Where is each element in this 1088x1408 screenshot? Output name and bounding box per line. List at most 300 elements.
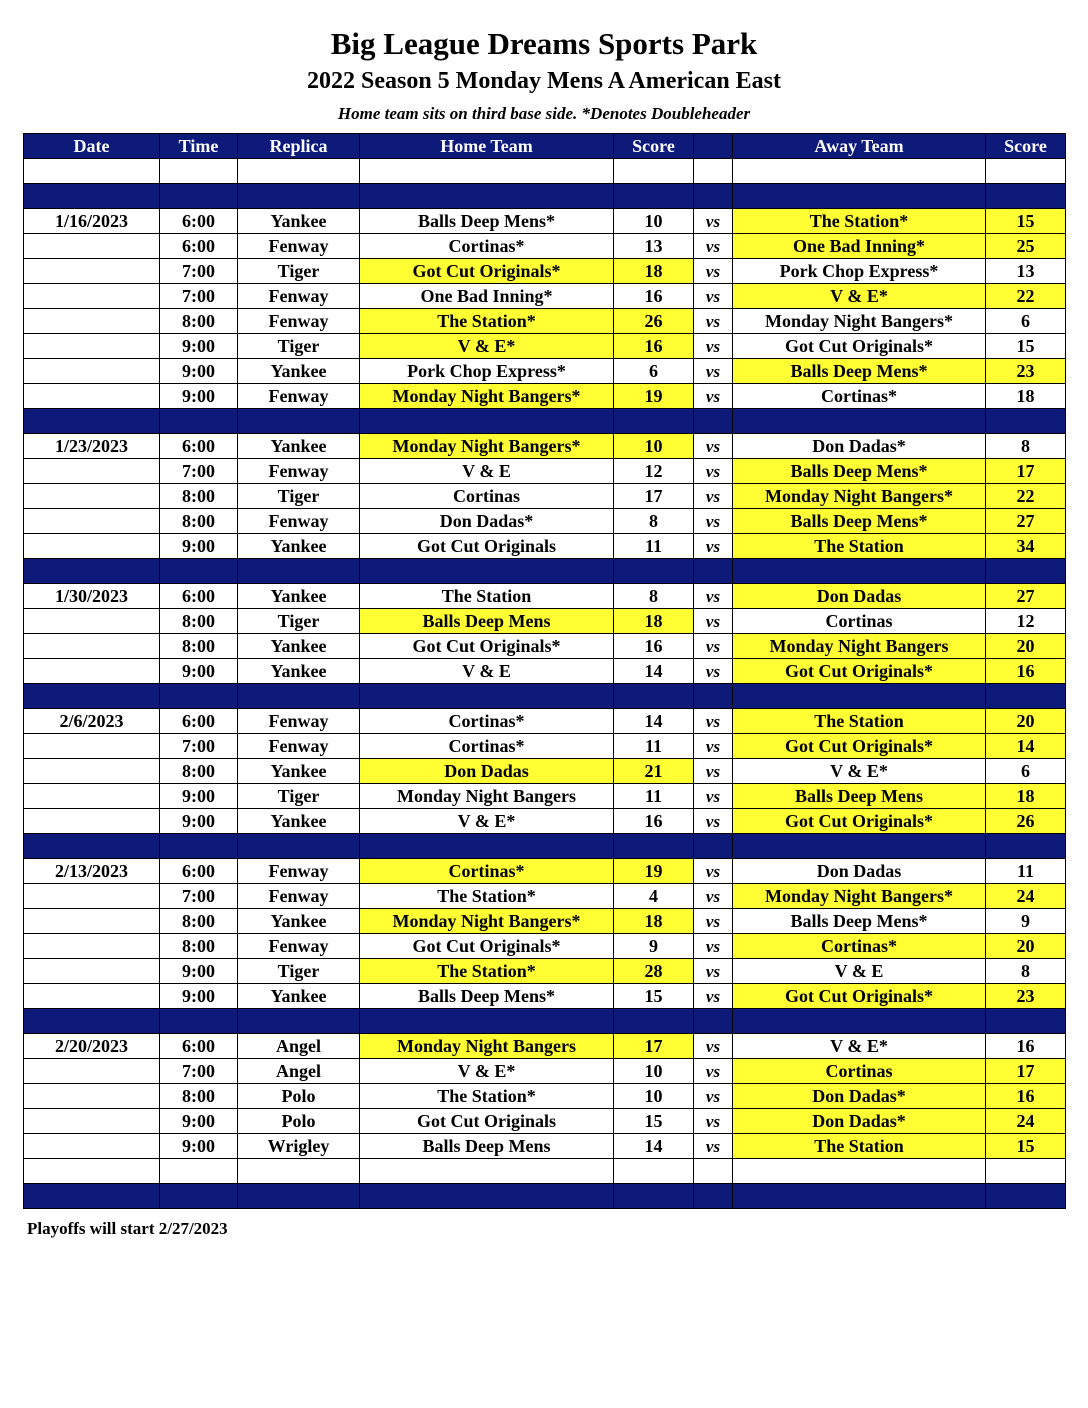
date-cell: 2/13/2023 — [24, 859, 160, 884]
vs-cell: vs — [694, 1134, 733, 1159]
vs-cell: vs — [694, 434, 733, 459]
date-cell — [24, 759, 160, 784]
home-score-cell: 11 — [614, 734, 694, 759]
away-score-cell: 17 — [986, 1059, 1066, 1084]
time-cell: 6:00 — [160, 209, 238, 234]
home-score-cell: 14 — [614, 659, 694, 684]
empty-cell — [360, 1159, 614, 1184]
away-score-cell: 26 — [986, 809, 1066, 834]
away-score-cell: 15 — [986, 209, 1066, 234]
vs-cell: vs — [694, 509, 733, 534]
replica-cell: Tiger — [238, 259, 360, 284]
empty-cell — [160, 1159, 238, 1184]
away-team-cell: Monday Night Bangers* — [733, 309, 986, 334]
empty-cell — [694, 684, 733, 709]
empty-cell — [238, 684, 360, 709]
game-row — [24, 534, 1066, 559]
separator-row — [24, 1184, 1066, 1209]
time-cell: 9:00 — [160, 359, 238, 384]
replica-cell: Fenway — [238, 284, 360, 309]
empty-cell — [614, 159, 694, 184]
away-team-cell: The Station — [733, 534, 986, 559]
away-score-cell: 14 — [986, 734, 1066, 759]
empty-cell — [24, 409, 160, 434]
empty-cell — [614, 1159, 694, 1184]
home-score-cell: 6 — [614, 359, 694, 384]
time-cell: 6:00 — [160, 1034, 238, 1059]
replica-cell: Yankee — [238, 359, 360, 384]
separator-row — [24, 184, 1066, 209]
home-team-cell: Cortinas* — [360, 734, 614, 759]
game-row — [24, 459, 1066, 484]
blank-row — [24, 1159, 1066, 1184]
home-team-cell: Cortinas — [360, 484, 614, 509]
game-row — [24, 1084, 1066, 1109]
col-header-away-score: Score — [986, 134, 1066, 159]
time-cell: 6:00 — [160, 234, 238, 259]
replica-cell: Fenway — [238, 709, 360, 734]
home-score-cell: 17 — [614, 484, 694, 509]
home-team-cell: Got Cut Originals — [360, 1109, 614, 1134]
empty-cell — [614, 184, 694, 209]
date-cell — [24, 734, 160, 759]
date-cell — [24, 334, 160, 359]
game-row — [24, 1059, 1066, 1084]
home-team-cell: Got Cut Originals* — [360, 259, 614, 284]
vs-cell: vs — [694, 209, 733, 234]
date-cell — [24, 1109, 160, 1134]
home-team-cell: Got Cut Originals — [360, 534, 614, 559]
away-team-cell: Got Cut Originals* — [733, 659, 986, 684]
empty-cell — [160, 1009, 238, 1034]
replica-cell: Tiger — [238, 334, 360, 359]
empty-cell — [614, 834, 694, 859]
date-cell — [24, 1134, 160, 1159]
game-row — [24, 334, 1066, 359]
empty-cell — [24, 184, 160, 209]
date-cell — [24, 259, 160, 284]
away-team-cell: V & E* — [733, 1034, 986, 1059]
home-team-cell: V & E* — [360, 809, 614, 834]
away-score-cell: 15 — [986, 334, 1066, 359]
time-cell: 7:00 — [160, 259, 238, 284]
replica-cell: Yankee — [238, 584, 360, 609]
time-cell: 9:00 — [160, 959, 238, 984]
replica-cell: Yankee — [238, 909, 360, 934]
home-team-cell: Balls Deep Mens* — [360, 209, 614, 234]
time-cell: 9:00 — [160, 534, 238, 559]
replica-cell: Fenway — [238, 459, 360, 484]
home-score-cell: 10 — [614, 1059, 694, 1084]
replica-cell: Yankee — [238, 759, 360, 784]
vs-cell: vs — [694, 734, 733, 759]
col-header-date: Date — [24, 134, 160, 159]
game-row — [24, 984, 1066, 1009]
home-team-cell: Don Dadas — [360, 759, 614, 784]
replica-cell: Yankee — [238, 534, 360, 559]
game-row — [24, 259, 1066, 284]
time-cell: 8:00 — [160, 484, 238, 509]
empty-cell — [24, 159, 160, 184]
time-cell: 9:00 — [160, 784, 238, 809]
home-score-cell: 8 — [614, 584, 694, 609]
replica-cell: Tiger — [238, 784, 360, 809]
away-score-cell: 13 — [986, 259, 1066, 284]
away-team-cell: Balls Deep Mens* — [733, 909, 986, 934]
date-cell — [24, 509, 160, 534]
empty-cell — [360, 559, 614, 584]
replica-cell: Tiger — [238, 484, 360, 509]
empty-cell — [733, 1009, 986, 1034]
date-cell — [24, 534, 160, 559]
home-score-cell: 19 — [614, 859, 694, 884]
empty-cell — [24, 1184, 160, 1209]
date-cell — [24, 909, 160, 934]
game-row — [24, 884, 1066, 909]
away-score-cell: 9 — [986, 909, 1066, 934]
game-row — [24, 1109, 1066, 1134]
empty-cell — [360, 159, 614, 184]
empty-cell — [733, 684, 986, 709]
game-row — [24, 434, 1066, 459]
vs-cell: vs — [694, 959, 733, 984]
vs-cell: vs — [694, 759, 733, 784]
away-team-cell: Monday Night Bangers — [733, 634, 986, 659]
home-team-cell: The Station* — [360, 884, 614, 909]
home-score-cell: 21 — [614, 759, 694, 784]
date-cell — [24, 934, 160, 959]
empty-cell — [360, 409, 614, 434]
empty-cell — [24, 1009, 160, 1034]
empty-cell — [24, 684, 160, 709]
replica-cell: Yankee — [238, 659, 360, 684]
away-team-cell: Don Dadas* — [733, 434, 986, 459]
vs-cell: vs — [694, 909, 733, 934]
away-score-cell: 20 — [986, 634, 1066, 659]
game-row — [24, 784, 1066, 809]
separator-row — [24, 559, 1066, 584]
date-cell — [24, 634, 160, 659]
date-cell — [24, 809, 160, 834]
away-score-cell: 6 — [986, 759, 1066, 784]
away-team-cell: Don Dadas — [733, 584, 986, 609]
game-row — [24, 709, 1066, 734]
away-score-cell: 15 — [986, 1134, 1066, 1159]
time-cell: 6:00 — [160, 584, 238, 609]
away-team-cell: Cortinas — [733, 1059, 986, 1084]
away-score-cell: 34 — [986, 534, 1066, 559]
vs-cell: vs — [694, 609, 733, 634]
empty-cell — [24, 559, 160, 584]
empty-cell — [238, 409, 360, 434]
empty-cell — [986, 159, 1066, 184]
time-cell: 9:00 — [160, 334, 238, 359]
empty-cell — [614, 1009, 694, 1034]
home-score-cell: 12 — [614, 459, 694, 484]
time-cell: 8:00 — [160, 609, 238, 634]
home-team-cell: The Station — [360, 584, 614, 609]
playoffs-note: Playoffs will start 2/27/2023 — [27, 1219, 228, 1238]
home-score-cell: 16 — [614, 634, 694, 659]
vs-cell: vs — [694, 1109, 733, 1134]
replica-cell: Angel — [238, 1059, 360, 1084]
home-team-cell: V & E — [360, 659, 614, 684]
empty-cell — [986, 559, 1066, 584]
vs-cell: vs — [694, 459, 733, 484]
schedule-note: Home team sits on third base side. *Denotes Doubleheader — [337, 104, 751, 123]
empty-cell — [360, 1009, 614, 1034]
time-cell: 8:00 — [160, 759, 238, 784]
date-cell — [24, 1059, 160, 1084]
empty-cell — [238, 1184, 360, 1209]
vs-cell: vs — [694, 859, 733, 884]
empty-cell — [238, 159, 360, 184]
home-team-cell: Monday Night Bangers* — [360, 384, 614, 409]
empty-cell — [986, 834, 1066, 859]
time-cell: 6:00 — [160, 709, 238, 734]
vs-cell: vs — [694, 484, 733, 509]
replica-cell: Fenway — [238, 234, 360, 259]
away-team-cell: Pork Chop Express* — [733, 259, 986, 284]
home-score-cell: 16 — [614, 809, 694, 834]
time-cell: 9:00 — [160, 1134, 238, 1159]
home-score-cell: 10 — [614, 434, 694, 459]
vs-cell: vs — [694, 709, 733, 734]
empty-cell — [694, 834, 733, 859]
game-row — [24, 609, 1066, 634]
vs-cell: vs — [694, 1059, 733, 1084]
game-row — [24, 1034, 1066, 1059]
page-subtitle: 2022 Season 5 Monday Mens A American East — [306, 68, 782, 94]
blank-row — [24, 159, 1066, 184]
time-cell: 9:00 — [160, 659, 238, 684]
away-team-cell: Got Cut Originals* — [733, 984, 986, 1009]
vs-cell: vs — [694, 784, 733, 809]
away-score-cell: 20 — [986, 934, 1066, 959]
empty-cell — [614, 559, 694, 584]
vs-cell: vs — [694, 334, 733, 359]
replica-cell: Yankee — [238, 984, 360, 1009]
away-team-cell: Cortinas* — [733, 384, 986, 409]
empty-cell — [238, 1009, 360, 1034]
vs-cell: vs — [694, 534, 733, 559]
away-score-cell: 23 — [986, 359, 1066, 384]
vs-cell: vs — [694, 1034, 733, 1059]
away-score-cell: 18 — [986, 784, 1066, 809]
replica-cell: Fenway — [238, 734, 360, 759]
time-cell: 9:00 — [160, 384, 238, 409]
home-team-cell: Got Cut Originals* — [360, 634, 614, 659]
replica-cell: Yankee — [238, 809, 360, 834]
empty-cell — [694, 1184, 733, 1209]
empty-cell — [986, 684, 1066, 709]
game-row — [24, 234, 1066, 259]
away-score-cell: 8 — [986, 959, 1066, 984]
empty-cell — [238, 559, 360, 584]
time-cell: 8:00 — [160, 634, 238, 659]
replica-cell: Yankee — [238, 434, 360, 459]
time-cell: 8:00 — [160, 909, 238, 934]
home-team-cell: Balls Deep Mens — [360, 1134, 614, 1159]
home-score-cell: 15 — [614, 984, 694, 1009]
away-team-cell: V & E* — [733, 284, 986, 309]
replica-cell: Angel — [238, 1034, 360, 1059]
home-team-cell: One Bad Inning* — [360, 284, 614, 309]
replica-cell: Fenway — [238, 309, 360, 334]
empty-cell — [360, 1184, 614, 1209]
date-cell — [24, 784, 160, 809]
away-team-cell: The Station* — [733, 209, 986, 234]
empty-cell — [24, 1159, 160, 1184]
away-score-cell: 22 — [986, 484, 1066, 509]
away-team-cell: Balls Deep Mens — [733, 784, 986, 809]
home-team-cell: Don Dadas* — [360, 509, 614, 534]
date-cell — [24, 609, 160, 634]
replica-cell: Fenway — [238, 384, 360, 409]
time-cell: 9:00 — [160, 809, 238, 834]
date-cell — [24, 1084, 160, 1109]
away-team-cell: Balls Deep Mens* — [733, 359, 986, 384]
away-score-cell: 11 — [986, 859, 1066, 884]
col-header-home-team: Home Team — [360, 134, 614, 159]
vs-cell: vs — [694, 359, 733, 384]
home-team-cell: V & E* — [360, 1059, 614, 1084]
away-score-cell: 22 — [986, 284, 1066, 309]
away-score-cell: 27 — [986, 509, 1066, 534]
empty-cell — [986, 184, 1066, 209]
empty-cell — [733, 559, 986, 584]
date-cell: 1/23/2023 — [24, 434, 160, 459]
home-team-cell: Monday Night Bangers — [360, 1034, 614, 1059]
away-score-cell: 18 — [986, 384, 1066, 409]
empty-cell — [238, 1159, 360, 1184]
away-team-cell: Balls Deep Mens* — [733, 509, 986, 534]
away-team-cell: Don Dadas — [733, 859, 986, 884]
empty-cell — [733, 184, 986, 209]
time-cell: 8:00 — [160, 509, 238, 534]
page-title: Big League Dreams Sports Park — [330, 26, 758, 61]
time-cell: 8:00 — [160, 1084, 238, 1109]
time-cell: 6:00 — [160, 434, 238, 459]
game-row — [24, 859, 1066, 884]
vs-cell: vs — [694, 884, 733, 909]
away-score-cell: 24 — [986, 884, 1066, 909]
replica-cell: Wrigley — [238, 1134, 360, 1159]
away-team-cell: Balls Deep Mens* — [733, 459, 986, 484]
empty-cell — [694, 409, 733, 434]
home-team-cell: Cortinas* — [360, 234, 614, 259]
home-team-cell: Monday Night Bangers* — [360, 909, 614, 934]
date-cell — [24, 384, 160, 409]
date-cell — [24, 484, 160, 509]
away-team-cell: Don Dadas* — [733, 1109, 986, 1134]
time-cell: 6:00 — [160, 859, 238, 884]
away-team-cell: Got Cut Originals* — [733, 734, 986, 759]
home-score-cell: 13 — [614, 234, 694, 259]
col-header-time: Time — [160, 134, 238, 159]
home-team-cell: Cortinas* — [360, 709, 614, 734]
vs-cell: vs — [694, 934, 733, 959]
home-score-cell: 14 — [614, 709, 694, 734]
separator-row — [24, 1009, 1066, 1034]
empty-cell — [160, 684, 238, 709]
game-row — [24, 634, 1066, 659]
date-cell — [24, 284, 160, 309]
vs-cell: vs — [694, 234, 733, 259]
home-score-cell: 15 — [614, 1109, 694, 1134]
date-cell — [24, 984, 160, 1009]
replica-cell: Fenway — [238, 934, 360, 959]
game-row — [24, 909, 1066, 934]
vs-cell: vs — [694, 984, 733, 1009]
away-team-cell: V & E — [733, 959, 986, 984]
game-row — [24, 809, 1066, 834]
vs-cell: vs — [694, 659, 733, 684]
vs-cell: vs — [694, 809, 733, 834]
game-row — [24, 934, 1066, 959]
home-score-cell: 10 — [614, 1084, 694, 1109]
away-team-cell: The Station — [733, 1134, 986, 1159]
empty-cell — [614, 684, 694, 709]
col-header-vs — [694, 134, 733, 159]
home-score-cell: 11 — [614, 784, 694, 809]
home-score-cell: 11 — [614, 534, 694, 559]
time-cell: 8:00 — [160, 934, 238, 959]
empty-cell — [360, 684, 614, 709]
empty-cell — [360, 834, 614, 859]
game-row — [24, 584, 1066, 609]
away-team-cell: Cortinas* — [733, 934, 986, 959]
home-score-cell: 8 — [614, 509, 694, 534]
date-cell: 1/30/2023 — [24, 584, 160, 609]
vs-cell: vs — [694, 309, 733, 334]
home-team-cell: The Station* — [360, 309, 614, 334]
home-team-cell: Cortinas* — [360, 859, 614, 884]
away-score-cell: 27 — [986, 584, 1066, 609]
empty-cell — [160, 159, 238, 184]
away-score-cell: 16 — [986, 1034, 1066, 1059]
home-team-cell: Pork Chop Express* — [360, 359, 614, 384]
home-score-cell: 28 — [614, 959, 694, 984]
date-cell — [24, 459, 160, 484]
col-header-home-score: Score — [614, 134, 694, 159]
empty-cell — [733, 834, 986, 859]
time-cell: 7:00 — [160, 734, 238, 759]
empty-cell — [238, 834, 360, 859]
home-team-cell: V & E* — [360, 334, 614, 359]
col-header-replica: Replica — [238, 134, 360, 159]
game-row — [24, 384, 1066, 409]
vs-cell: vs — [694, 584, 733, 609]
empty-cell — [986, 1159, 1066, 1184]
date-cell — [24, 309, 160, 334]
away-team-cell: Don Dadas* — [733, 1084, 986, 1109]
home-score-cell: 18 — [614, 909, 694, 934]
game-row — [24, 484, 1066, 509]
home-team-cell: Monday Night Bangers* — [360, 434, 614, 459]
empty-cell — [24, 834, 160, 859]
empty-cell — [160, 409, 238, 434]
away-team-cell: Cortinas — [733, 609, 986, 634]
time-cell: 9:00 — [160, 984, 238, 1009]
empty-cell — [986, 1009, 1066, 1034]
home-score-cell: 4 — [614, 884, 694, 909]
schedule-table — [23, 133, 1066, 1209]
empty-cell — [694, 159, 733, 184]
date-cell — [24, 884, 160, 909]
home-score-cell: 17 — [614, 1034, 694, 1059]
away-team-cell: Got Cut Originals* — [733, 809, 986, 834]
